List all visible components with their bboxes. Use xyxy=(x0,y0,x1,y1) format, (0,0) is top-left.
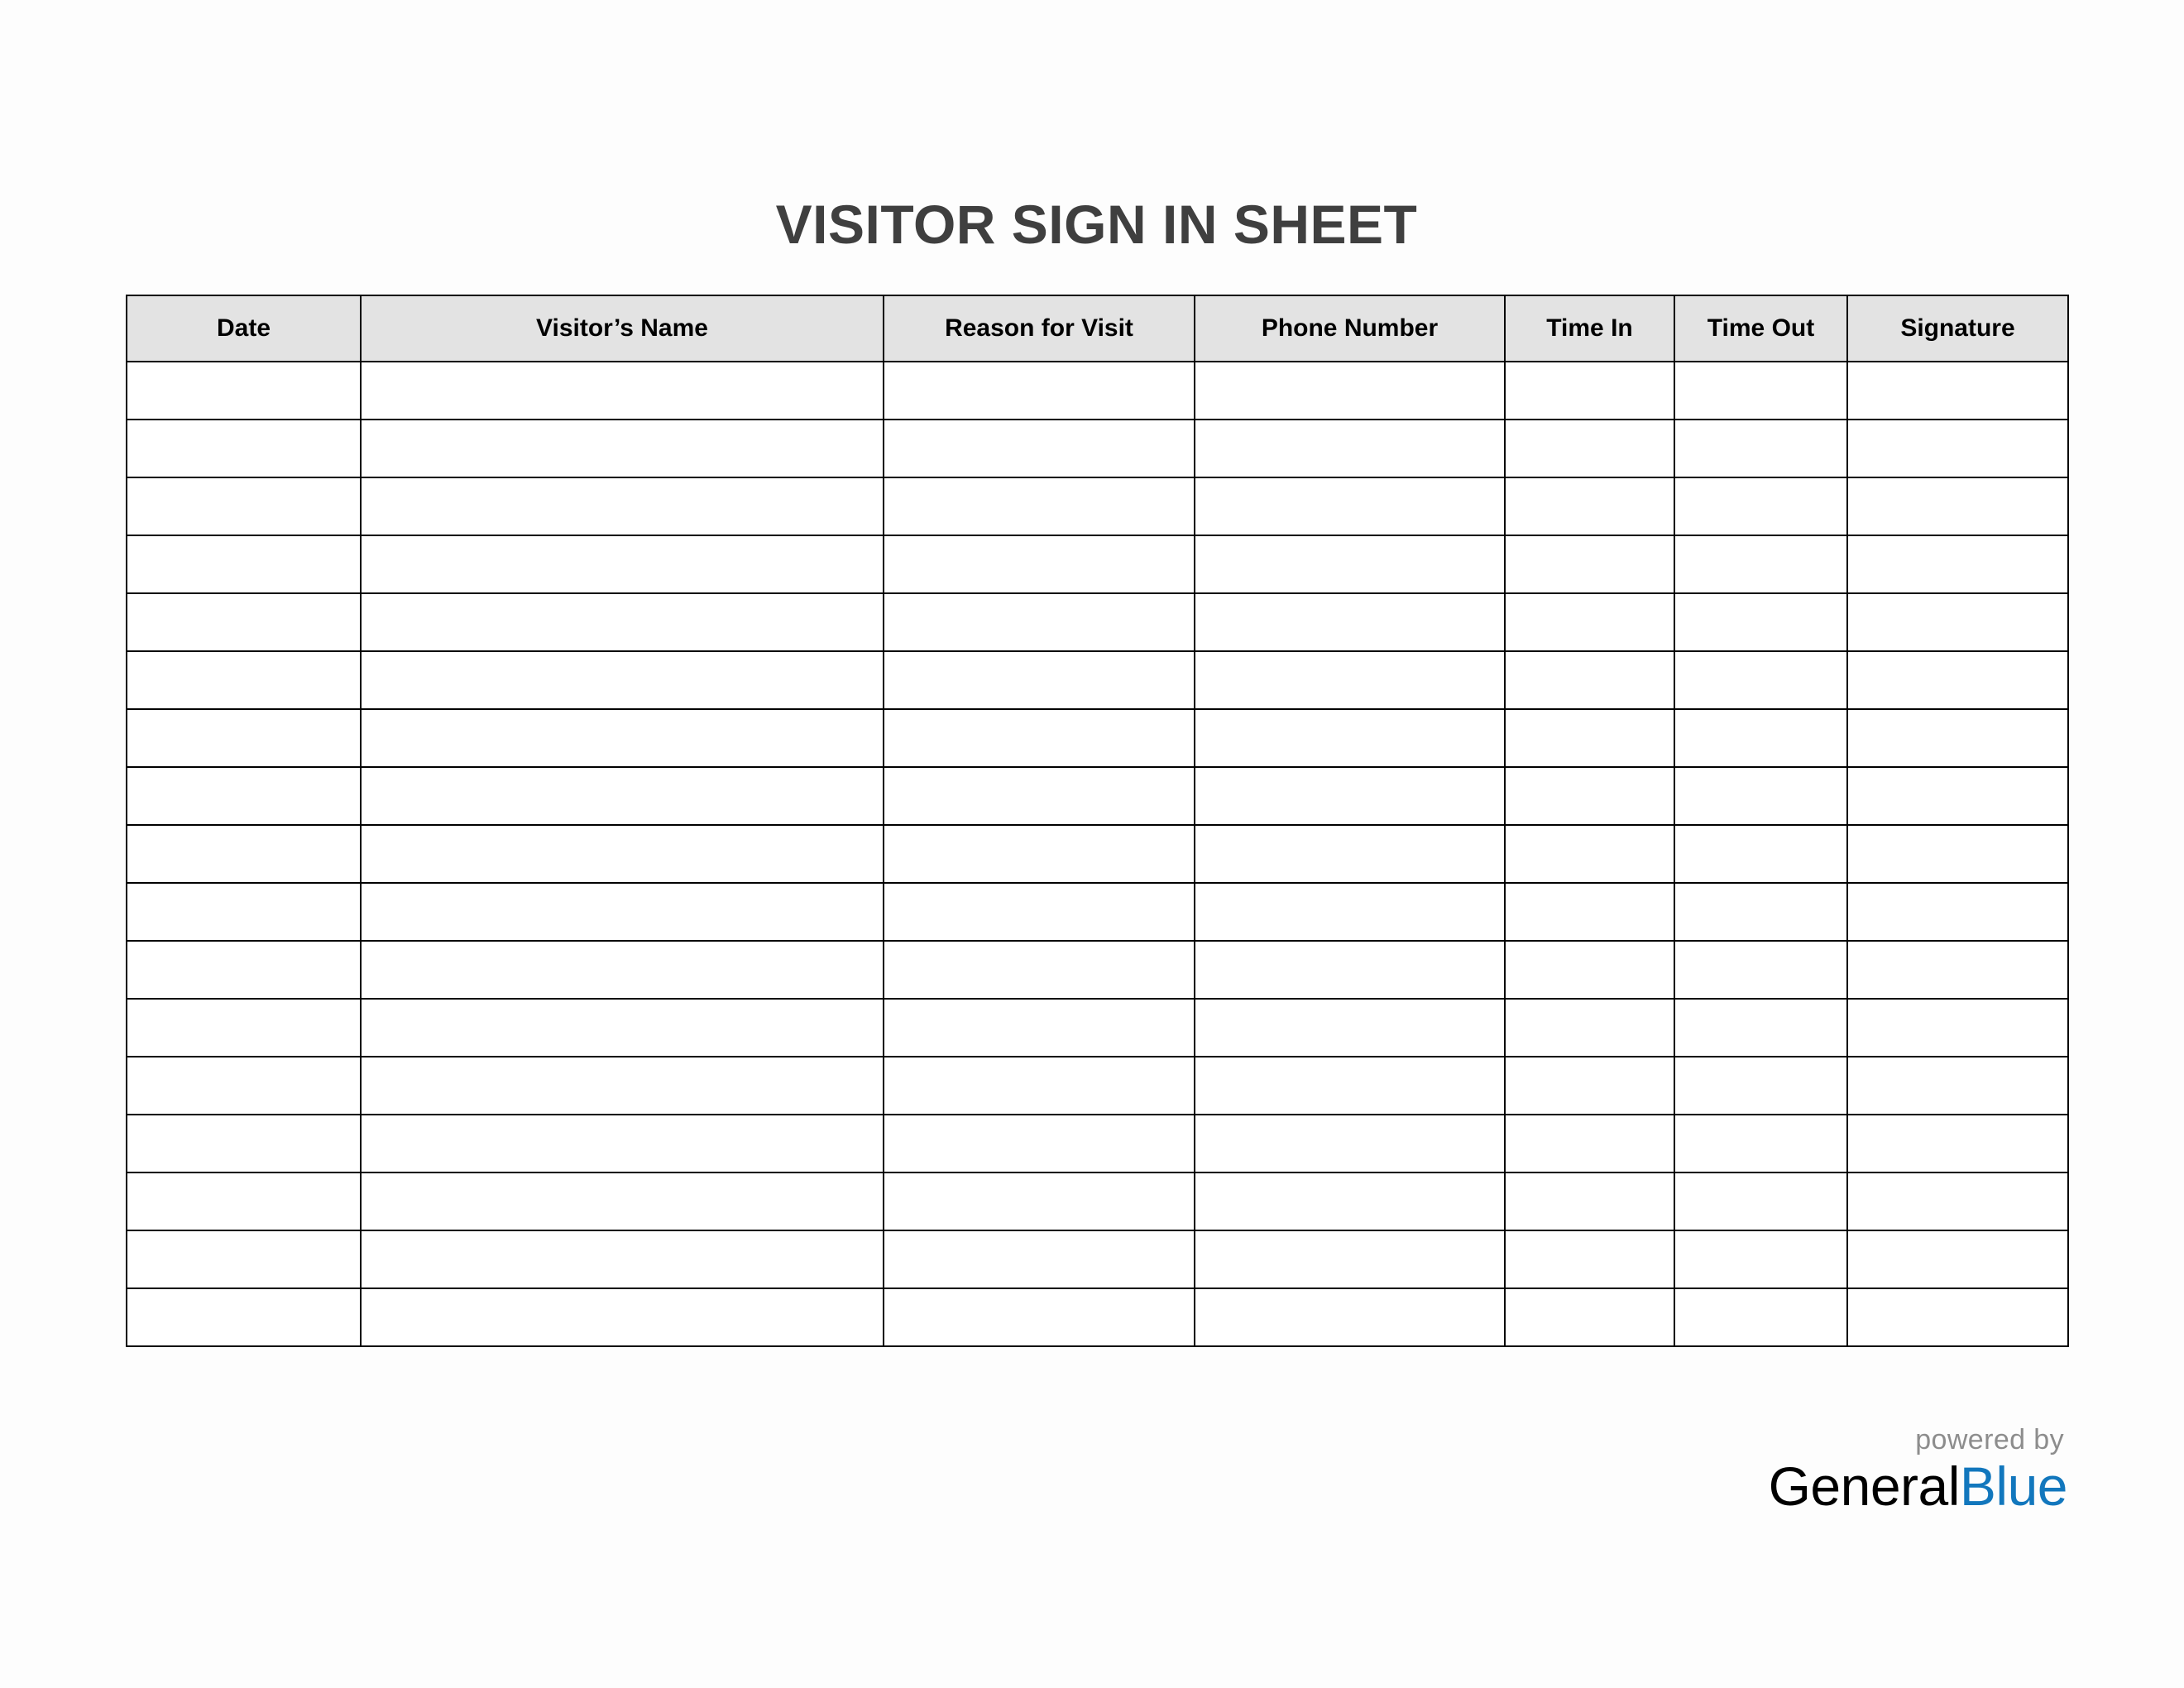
cell-name[interactable] xyxy=(361,593,884,651)
cell-time_in[interactable] xyxy=(1505,1172,1674,1230)
cell-date[interactable] xyxy=(127,651,361,709)
cell-phone[interactable] xyxy=(1195,767,1505,825)
powered-by-label: powered by xyxy=(1915,1424,2064,1455)
cell-name[interactable] xyxy=(361,362,884,420)
cell-time_out[interactable] xyxy=(1674,362,1847,420)
cell-time_out[interactable] xyxy=(1674,941,1847,999)
cell-reason[interactable] xyxy=(884,1057,1195,1115)
cell-date[interactable] xyxy=(127,535,361,593)
cell-time_in[interactable] xyxy=(1505,883,1674,941)
column-header-name: Visitor’s Name xyxy=(361,295,884,362)
cell-name[interactable] xyxy=(361,1172,884,1230)
cell-reason[interactable] xyxy=(884,593,1195,651)
cell-time_out[interactable] xyxy=(1674,535,1847,593)
cell-date[interactable] xyxy=(127,825,361,883)
table-row xyxy=(127,593,2068,651)
cell-time_in[interactable] xyxy=(1505,362,1674,420)
cell-time_out[interactable] xyxy=(1674,825,1847,883)
cell-time_in[interactable] xyxy=(1505,593,1674,651)
cell-reason[interactable] xyxy=(884,883,1195,941)
cell-reason[interactable] xyxy=(884,477,1195,535)
table-row xyxy=(127,883,2068,941)
cell-date[interactable] xyxy=(127,477,361,535)
cell-date[interactable] xyxy=(127,709,361,767)
cell-signature[interactable] xyxy=(1847,825,2068,883)
visitor-log-table xyxy=(126,295,2069,1347)
cell-time_in[interactable] xyxy=(1505,1115,1674,1172)
cell-time_out[interactable] xyxy=(1674,767,1847,825)
cell-date[interactable] xyxy=(127,420,361,477)
cell-reason[interactable] xyxy=(884,1172,1195,1230)
table-row xyxy=(127,651,2068,709)
cell-date[interactable] xyxy=(127,1057,361,1115)
cell-signature[interactable] xyxy=(1847,767,2068,825)
table-row xyxy=(127,1115,2068,1172)
cell-time_in[interactable] xyxy=(1505,999,1674,1057)
cell-time_in[interactable] xyxy=(1505,420,1674,477)
cell-reason[interactable] xyxy=(884,362,1195,420)
cell-signature[interactable] xyxy=(1847,535,2068,593)
cell-time_in[interactable] xyxy=(1505,477,1674,535)
cell-phone[interactable] xyxy=(1195,883,1505,941)
cell-time_out[interactable] xyxy=(1674,1230,1847,1288)
table-row xyxy=(127,362,2068,420)
cell-time_in[interactable] xyxy=(1505,825,1674,883)
cell-name[interactable] xyxy=(361,767,884,825)
cell-reason[interactable] xyxy=(884,709,1195,767)
cell-phone[interactable] xyxy=(1195,1115,1505,1172)
cell-name[interactable] xyxy=(361,1115,884,1172)
cell-signature[interactable] xyxy=(1847,651,2068,709)
cell-reason[interactable] xyxy=(884,1288,1195,1346)
cell-time_in[interactable] xyxy=(1505,535,1674,593)
cell-time_out[interactable] xyxy=(1674,709,1847,767)
cell-time_in[interactable] xyxy=(1505,1230,1674,1288)
cell-time_in[interactable] xyxy=(1505,709,1674,767)
cell-signature[interactable] xyxy=(1847,999,2068,1057)
cell-reason[interactable] xyxy=(884,1115,1195,1172)
table-row xyxy=(127,535,2068,593)
cell-name[interactable] xyxy=(361,477,884,535)
cell-signature[interactable] xyxy=(1847,362,2068,420)
cell-time_out[interactable] xyxy=(1674,651,1847,709)
cell-phone[interactable] xyxy=(1195,477,1505,535)
brand-logo xyxy=(1768,1424,2067,1517)
cell-phone[interactable] xyxy=(1195,593,1505,651)
table-row xyxy=(127,999,2068,1057)
table-row xyxy=(127,477,2068,535)
cell-date[interactable] xyxy=(127,883,361,941)
cell-phone[interactable] xyxy=(1195,362,1505,420)
cell-name[interactable] xyxy=(361,1230,884,1288)
cell-time_out[interactable] xyxy=(1674,1288,1847,1346)
page-title: VISITOR SIGN IN SHEET xyxy=(775,194,1418,255)
table-row xyxy=(127,1230,2068,1288)
cell-phone[interactable] xyxy=(1195,535,1505,593)
cell-phone[interactable] xyxy=(1195,825,1505,883)
cell-signature[interactable] xyxy=(1847,941,2068,999)
cell-date[interactable] xyxy=(127,362,361,420)
cell-date[interactable] xyxy=(127,1172,361,1230)
table-row xyxy=(127,1288,2068,1346)
table-body xyxy=(127,362,2068,1346)
column-header-reason: Reason for Visit xyxy=(884,295,1195,362)
cell-date[interactable] xyxy=(127,1115,361,1172)
cell-date[interactable] xyxy=(127,1288,361,1346)
cell-phone[interactable] xyxy=(1195,999,1505,1057)
column-header-date: Date xyxy=(127,295,361,362)
cell-phone[interactable] xyxy=(1195,1230,1505,1288)
column-header-signature: Signature xyxy=(1847,295,2068,362)
cell-signature[interactable] xyxy=(1847,1230,2068,1288)
cell-date[interactable] xyxy=(127,1230,361,1288)
table-row xyxy=(127,420,2068,477)
cell-reason[interactable] xyxy=(884,825,1195,883)
table-header-row xyxy=(127,295,2068,362)
cell-time_out[interactable] xyxy=(1674,999,1847,1057)
cell-signature[interactable] xyxy=(1847,1288,2068,1346)
cell-time_out[interactable] xyxy=(1674,883,1847,941)
cell-time_in[interactable] xyxy=(1505,651,1674,709)
cell-date[interactable] xyxy=(127,999,361,1057)
cell-time_out[interactable] xyxy=(1674,1057,1847,1115)
cell-time_in[interactable] xyxy=(1505,1057,1674,1115)
cell-phone[interactable] xyxy=(1195,1057,1505,1115)
cell-date[interactable] xyxy=(127,941,361,999)
cell-phone[interactable] xyxy=(1195,420,1505,477)
cell-reason[interactable] xyxy=(884,941,1195,999)
cell-time_in[interactable] xyxy=(1505,767,1674,825)
cell-name[interactable] xyxy=(361,420,884,477)
cell-time_out[interactable] xyxy=(1674,420,1847,477)
cell-reason[interactable] xyxy=(884,767,1195,825)
cell-signature[interactable] xyxy=(1847,1057,2068,1115)
cell-signature[interactable] xyxy=(1847,883,2068,941)
cell-name[interactable] xyxy=(361,941,884,999)
cell-time_out[interactable] xyxy=(1674,1172,1847,1230)
cell-name[interactable] xyxy=(361,535,884,593)
cell-signature[interactable] xyxy=(1847,709,2068,767)
cell-phone[interactable] xyxy=(1195,1172,1505,1230)
cell-phone[interactable] xyxy=(1195,709,1505,767)
cell-reason[interactable] xyxy=(884,999,1195,1057)
table-header xyxy=(127,295,2068,362)
cell-signature[interactable] xyxy=(1847,477,2068,535)
cell-phone[interactable] xyxy=(1195,941,1505,999)
cell-reason[interactable] xyxy=(884,651,1195,709)
table-row xyxy=(127,1172,2068,1230)
cell-date[interactable] xyxy=(127,767,361,825)
cell-name[interactable] xyxy=(361,883,884,941)
cell-time_out[interactable] xyxy=(1674,477,1847,535)
table-row xyxy=(127,941,2068,999)
cell-name[interactable] xyxy=(361,1288,884,1346)
cell-name[interactable] xyxy=(361,651,884,709)
cell-date[interactable] xyxy=(127,593,361,651)
cell-reason[interactable] xyxy=(884,420,1195,477)
cell-time_out[interactable] xyxy=(1674,593,1847,651)
cell-signature[interactable] xyxy=(1847,1115,2068,1172)
table-row xyxy=(127,1057,2068,1115)
cell-name[interactable] xyxy=(361,709,884,767)
brand-name-second: Blue xyxy=(1959,1455,2067,1517)
cell-signature[interactable] xyxy=(1847,1172,2068,1230)
cell-phone[interactable] xyxy=(1195,651,1505,709)
cell-time_out[interactable] xyxy=(1674,1115,1847,1172)
cell-signature[interactable] xyxy=(1847,593,2068,651)
cell-phone[interactable] xyxy=(1195,1288,1505,1346)
brand-name-first: General xyxy=(1768,1455,1960,1517)
cell-name[interactable] xyxy=(361,999,884,1057)
cell-reason[interactable] xyxy=(884,535,1195,593)
cell-signature[interactable] xyxy=(1847,420,2068,477)
column-header-time-in: Time In xyxy=(1505,295,1674,362)
table-row xyxy=(127,825,2068,883)
table-row xyxy=(127,767,2068,825)
cell-time_in[interactable] xyxy=(1505,941,1674,999)
column-header-phone: Phone Number xyxy=(1195,295,1505,362)
cell-reason[interactable] xyxy=(884,1230,1195,1288)
cell-name[interactable] xyxy=(361,1057,884,1115)
cell-name[interactable] xyxy=(361,825,884,883)
cell-time_in[interactable] xyxy=(1505,1288,1674,1346)
table-row xyxy=(127,709,2068,767)
column-header-time-out: Time Out xyxy=(1674,295,1847,362)
brand-name xyxy=(1768,1455,2067,1517)
